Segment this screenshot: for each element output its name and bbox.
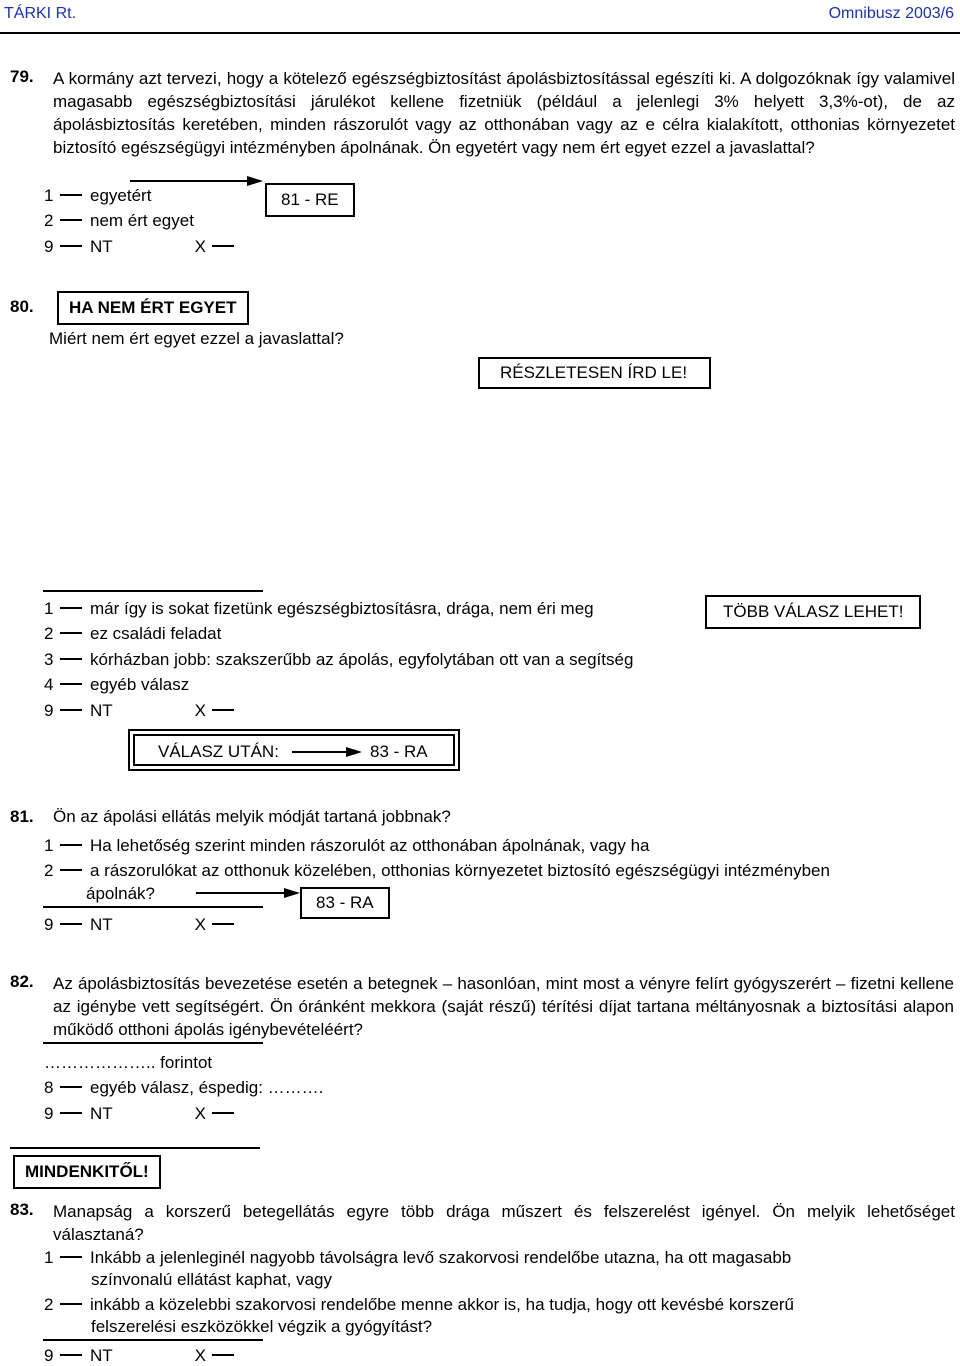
dash-icon [60, 1354, 82, 1356]
dash-icon [60, 1112, 82, 1114]
q80-option-1-label: már így is sokat fizetünk egészségbiztosításra, drága, nem éri meg [90, 599, 594, 618]
q79-option-1[interactable] [44, 186, 151, 206]
q83-option-1-label: Inkább a jelenleginél nagyobb távolságra levő szakorvosi rendelőbe utazna, ha ott magasabb [90, 1248, 792, 1267]
q83-answer-rule [43, 1339, 263, 1341]
q80-option-2[interactable] [44, 624, 221, 644]
dash-icon [60, 709, 82, 711]
dash-icon [212, 709, 234, 711]
q79-option-2-label: nem ért egyet [90, 211, 194, 230]
dash-icon [212, 1112, 234, 1114]
q81-number: 81. [10, 807, 34, 826]
q82-amount[interactable]: ……………….. forintot [44, 1053, 213, 1072]
q79-option-2-code: 2 [44, 211, 54, 230]
q81-question: Ön az ápolási ellátás melyik módját tartaná jobbnak? [53, 807, 451, 826]
q80-after-target: 83 - RA [370, 742, 428, 761]
header-left: TÁRKI Rt. [4, 5, 77, 22]
q79-option-1-code: 1 [44, 186, 54, 205]
q82-option-8-label: egyéb válasz, éspedig: ………. [90, 1078, 324, 1097]
q80-option-3[interactable] [44, 650, 633, 670]
q83-option-2[interactable] [44, 1295, 794, 1315]
q82-option-8-code: 8 [44, 1078, 54, 1097]
q80-option-1[interactable] [44, 599, 594, 619]
q79-skip-box: 81 - RE [265, 183, 355, 217]
q79-text: A kormány azt tervezi, hogy a kötelező egészségbiztosítást ápolásbiztosítással egészíti ki. A dolgozóknak így valamivel magasabb egészségbiztosítási járulékot kellene fizetniük (például a jelenlegi 3% helyett 3,3%-ot), de az ápolásbiztosítás keretében, minden rászorulót vagy az otthonában vagy az e célra kialakított, otthonias környezetet biztosító egészségügyi intézményben ápolnának. Ön egyetért vagy nem ért egyet ezzel a javaslattal? [53, 69, 955, 157]
q81-option-2-label-cont: ápolnák? [86, 884, 156, 903]
q80-answer-rule [43, 590, 263, 592]
q79-skip-arrow-line [130, 180, 248, 182]
q79-option-1-label: egyetért [90, 186, 152, 205]
q81-skip-box: 83 - RA [300, 887, 390, 919]
q81-option-2-code: 2 [44, 861, 54, 880]
dash-icon [60, 245, 82, 247]
dash-icon [212, 1354, 234, 1356]
q81-option-9[interactable] [44, 915, 242, 935]
dash-icon [60, 844, 82, 846]
dash-icon [60, 1086, 82, 1088]
q81-option-2[interactable] [44, 861, 830, 881]
everyone-box: MINDENKITŐL! [13, 1155, 161, 1189]
q82-option-9[interactable] [44, 1104, 242, 1124]
q80-option-4-label: egyéb válasz [90, 675, 190, 694]
q80-option-9-label: NT [90, 701, 113, 720]
q80-filter-box: HA NEM ÉRT EGYET [57, 291, 249, 325]
q80-option-4[interactable] [44, 675, 189, 695]
q80-option-9-code: 9 [44, 701, 54, 720]
arrow-right-icon [247, 176, 263, 186]
q81-option-9-label: NT [90, 915, 113, 934]
q83-option-9-code: 9 [44, 1346, 54, 1365]
section-rule [10, 1147, 260, 1149]
q81-option-9-code: 9 [44, 915, 54, 934]
q80-option-2-code: 2 [44, 624, 54, 643]
q83-option-9[interactable] [44, 1346, 242, 1366]
q79-option-9-code: 9 [44, 237, 54, 256]
q80-after-label: VÁLASZ UTÁN: [158, 742, 279, 761]
q79-option-2[interactable] [44, 211, 194, 231]
q82-option-8[interactable] [44, 1078, 323, 1098]
q83-option-1-label-cont: színvonalú ellátást kaphat, vagy [91, 1270, 332, 1289]
q81-skip-arrow-line [196, 892, 286, 894]
q81-option-1-label: Ha lehetőség szerint minden rászorulót az otthonában ápolnának, vagy ha [90, 836, 650, 855]
header-rule [0, 32, 960, 34]
q83-option-2-label: inkább a közelebbi szakorvosi rendelőbe menne akkor is, ha tudja, hogy ott kevésbé korszerű [90, 1295, 795, 1314]
q80-option-9-x: X [194, 701, 207, 720]
dash-icon [60, 194, 82, 196]
q79-number: 79. [10, 67, 34, 86]
q83-option-9-x: X [194, 1346, 207, 1365]
q83-option-1[interactable] [44, 1248, 791, 1268]
q80-option-3-label: kórházban jobb: szakszerűbb az ápolás, egyfolytában ott van a segítség [90, 650, 634, 669]
q81-option-9-x: X [194, 915, 207, 934]
dash-icon [60, 1256, 82, 1258]
dash-icon [60, 923, 82, 925]
dash-icon [60, 1303, 82, 1305]
dash-icon [60, 658, 82, 660]
q80-option-2-label: ez családi feladat [90, 624, 222, 643]
q80-question: Miért nem ért egyet ezzel a javaslattal? [49, 329, 344, 348]
q82-text: Az ápolásbiztosítás bevezetése esetén a betegnek – hasonlóan, mint most a vényre felírt gyógyszerért – fizetni kellene az igénybe vett segítségért. Ön óránként mekkora (saját részű) térítési díjat tartana méltányosnak a biztosítási alapon működő otthoni ápolás igénybevételéért? [53, 974, 954, 1039]
q83-option-9-label: NT [90, 1346, 113, 1365]
dash-icon [60, 632, 82, 634]
q83-option-1-code: 1 [44, 1248, 54, 1267]
q80-after-arrow-line [292, 751, 348, 753]
q81-option-2-label: a rászorulókat az otthonuk közelében, otthonias környezetet biztosító egészségügyi intézményben [90, 861, 830, 880]
q79-option-9-x: X [194, 237, 207, 256]
dash-icon [60, 683, 82, 685]
dash-icon [212, 923, 234, 925]
q80-option-3-code: 3 [44, 650, 54, 669]
q80-option-9[interactable] [44, 701, 242, 721]
dash-icon [212, 245, 234, 247]
dash-icon [60, 869, 82, 871]
header-right: Omnibusz 2003/6 [828, 5, 954, 22]
dash-icon [60, 219, 82, 221]
arrow-right-icon [346, 747, 362, 757]
q80-option-4-code: 4 [44, 675, 54, 694]
q80-instruction-box: RÉSZLETESEN ÍRD LE! [478, 357, 711, 389]
q83-option-2-code: 2 [44, 1295, 54, 1314]
q82-answer-rule [43, 1042, 263, 1044]
q83-option-2-label-cont: felszerelési eszközökkel végzik a gyógyítást? [91, 1317, 433, 1336]
q81-option-1[interactable] [44, 836, 649, 856]
q82-option-9-code: 9 [44, 1104, 54, 1123]
dash-icon [60, 607, 82, 609]
q80-number: 80. [10, 297, 34, 316]
q82-number: 82. [10, 972, 34, 991]
q81-answer-rule [43, 906, 263, 908]
q80-option-1-code: 1 [44, 599, 54, 618]
arrow-right-icon [284, 888, 300, 898]
q83-number: 83. [10, 1200, 34, 1219]
q82-option-9-x: X [194, 1104, 207, 1123]
q81-option-1-code: 1 [44, 836, 54, 855]
q79-option-9[interactable] [44, 237, 242, 257]
q80-multi-box: TÖBB VÁLASZ LEHET! [705, 595, 921, 629]
q82-option-9-label: NT [90, 1104, 113, 1123]
q83-text: Manapság a korszerű betegellátás egyre több drága műszert és felszerelést igényel. Ön melyik lehetőséget választaná? [53, 1202, 955, 1244]
q79-option-9-label: NT [90, 237, 113, 256]
